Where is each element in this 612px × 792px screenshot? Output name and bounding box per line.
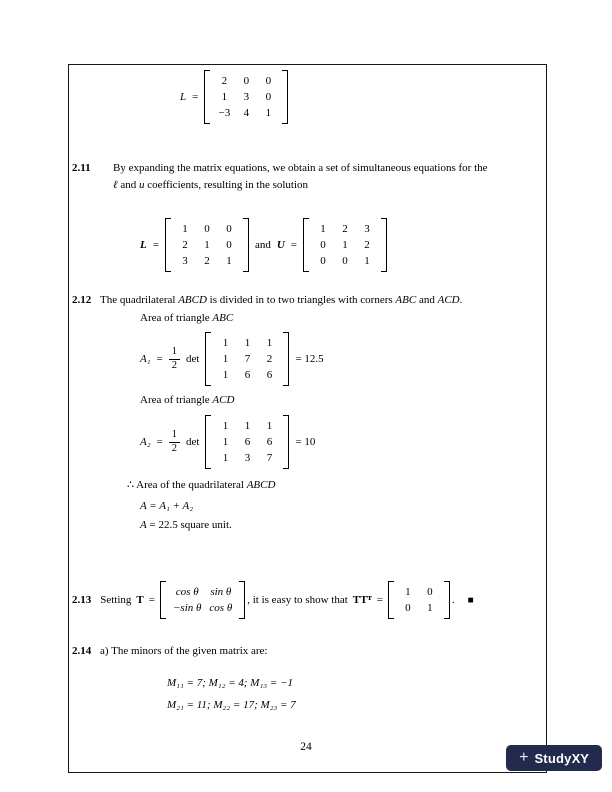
matrix-cell: 2 — [221, 74, 228, 87]
matrix-cell: −3 — [218, 107, 231, 120]
minors-line-2: M₂₁ = 11; M₂₂ = 17; M₂₃ = 7 — [167, 699, 296, 711]
right-bracket — [283, 415, 289, 470]
p211-text-line1: By expanding the matrix equations, we obtain a set of simultaneous equations for the — [113, 162, 488, 174]
matrix-cell: 6 — [244, 369, 251, 382]
equation-A1 — [140, 330, 324, 388]
matrix-top-L — [204, 70, 288, 125]
matrix-cell: cos θ — [175, 585, 199, 598]
right-bracket — [282, 70, 288, 125]
equals-sign: = — [156, 436, 163, 448]
variable-L: L — [140, 239, 147, 251]
period: . — [451, 594, 455, 606]
matrix-cell: 2 — [342, 222, 348, 235]
problem-number-2-14: 2.14 — [72, 645, 92, 657]
matrix-cell: 1 — [222, 369, 229, 382]
matrix-cell: 1 — [226, 255, 232, 268]
matrix-A2 — [205, 415, 289, 470]
p211-line2-rest: coefficients, resulting in the solution — [144, 179, 309, 191]
matrix-cell: sin θ — [210, 585, 232, 598]
minors-line-1: M₁₁ = 7; M₁₂ = 4; M₁₃ = −1 — [167, 677, 293, 689]
a2-result: = 10 — [295, 436, 316, 448]
matrix-cell: 7 — [266, 452, 273, 465]
equation-A2 — [140, 413, 315, 471]
variable-ACD: ACD — [212, 394, 235, 406]
matrix-cell: 0 — [427, 585, 433, 598]
matrix-cell: 6 — [244, 435, 251, 448]
area-acd-label: Area of triangle — [140, 394, 213, 406]
matrix-cell: 0 — [405, 602, 411, 614]
matrix-cell: 1 — [244, 336, 251, 349]
matrix-cell: 0 — [320, 238, 326, 251]
problem-number-2-11: 2.11 — [72, 162, 91, 174]
variable-ABC: ABC — [212, 312, 234, 324]
p211-and: and — [117, 179, 139, 191]
variable-ABCD: ABCD — [246, 479, 276, 491]
area-sum-line: A = A₁ + A₂ — [140, 500, 194, 512]
p212-seg7: . — [459, 294, 463, 306]
total-value: = 22.5 square unit. — [146, 519, 232, 531]
variable-L: L — [180, 91, 187, 103]
right-bracket — [239, 581, 245, 620]
right-bracket — [444, 581, 450, 620]
fraction-denominator: 2 — [169, 442, 180, 456]
conclusion-line — [127, 478, 275, 491]
matrix-grid — [166, 581, 239, 620]
p212-seg1: The quadrilateral — [100, 294, 179, 306]
matrix-cell: 1 — [222, 352, 229, 365]
page-number: 24 — [300, 741, 312, 753]
matrix-cell: cos θ — [209, 602, 233, 614]
det-operator: det — [186, 436, 200, 448]
matrix-cell: 2 — [266, 352, 273, 365]
and-text: and — [254, 239, 271, 251]
problem-number-2-12: 2.12 — [72, 294, 92, 306]
matrix-cell: 1 — [244, 419, 251, 432]
matrix-cell: 2 — [182, 238, 188, 251]
matrix-cell: 0 — [226, 238, 232, 251]
variable-ABC: ABC — [395, 294, 417, 306]
det-operator: det — [186, 353, 200, 365]
qed-square-icon: ■ — [467, 594, 474, 606]
matrix-cell: 1 — [320, 222, 326, 235]
variable-A2: A₂ — [140, 436, 151, 448]
matrix-cell: 1 — [221, 90, 228, 103]
problem-number-2-13: 2.13 — [72, 594, 92, 606]
variable-ell: ℓ — [113, 179, 118, 191]
right-bracket — [243, 218, 249, 273]
matrix-A1 — [205, 332, 289, 387]
conclusion-text: Area of the quadrilateral — [134, 479, 247, 491]
matrix-cell: 0 — [342, 255, 348, 268]
matrix-cell: 7 — [244, 352, 251, 365]
p214-intro: a) The minors of the given matrix are: — [100, 645, 268, 657]
setting-text: Setting — [100, 594, 132, 606]
variable-A1: A₁ — [140, 353, 151, 365]
studyxy-logo-badge — [506, 745, 602, 771]
equals-sign: = — [290, 239, 298, 251]
matrix-cell: 0 — [265, 74, 272, 87]
brand-name — [534, 751, 588, 766]
a1-result: = 12.5 — [295, 353, 324, 365]
brand-xy: XY — [571, 750, 589, 766]
matrix-grid — [394, 581, 444, 620]
area-abc-heading — [140, 312, 233, 324]
equals-sign: = — [148, 594, 155, 606]
equals-sign: = — [152, 239, 159, 251]
matrix-grid — [309, 218, 381, 273]
matrix-cell: 1 — [222, 452, 229, 465]
matrix-cell: 3 — [364, 222, 370, 235]
variable-u: u — [138, 179, 145, 191]
matrix-cell: 1 — [222, 336, 229, 349]
fraction-numerator: 1 — [171, 345, 178, 357]
matrix-cell: 6 — [266, 369, 273, 382]
matrix-cell: 1 — [342, 238, 348, 251]
variable-T: T — [136, 594, 144, 606]
matrix-cell: 1 — [265, 107, 272, 120]
matrix-grid — [171, 218, 243, 273]
variable-U: U — [276, 239, 285, 251]
variable-ACD: ACD — [437, 294, 460, 306]
matrix-cell: 6 — [266, 435, 273, 448]
therefore-symbol: ∴ — [127, 479, 134, 491]
equals-sign: = — [376, 594, 383, 606]
right-bracket — [283, 332, 289, 387]
p212-seg3: is divided in to two triangles with corners — [206, 294, 396, 306]
matrix-grid — [211, 415, 283, 470]
variable-TTt: TTᵀ — [352, 594, 372, 606]
matrix-cell: 0 — [320, 255, 326, 268]
matrix-cell: 0 — [226, 222, 232, 235]
matrix-cell: 0 — [204, 222, 210, 235]
matrix-cell: 2 — [204, 255, 210, 268]
matrix-cell: 1 — [266, 336, 273, 349]
matrix-cell: 1 — [222, 435, 229, 448]
matrix-U — [303, 218, 387, 273]
equals-sign: = — [156, 353, 163, 365]
equals-sign: = — [192, 91, 199, 103]
p211-text-line2 — [113, 179, 308, 191]
equation-top-L — [180, 66, 288, 128]
matrix-cell: 4 — [243, 107, 250, 120]
matrix-cell: 3 — [182, 255, 188, 268]
fraction-one-half — [169, 346, 180, 372]
matrix-cell: 1 — [405, 585, 411, 598]
matrix-cell: 1 — [364, 255, 370, 268]
p212-intro — [100, 294, 462, 306]
fraction-numerator: 1 — [171, 428, 178, 440]
matrix-cell: 1 — [266, 419, 273, 432]
matrix-cell: 1 — [427, 602, 433, 614]
area-acd-heading — [140, 394, 234, 406]
p213-mid-text: , it is easy to show that — [247, 594, 348, 606]
right-bracket — [381, 218, 387, 273]
matrix-cell: 1 — [222, 419, 229, 432]
area-total-line — [140, 519, 232, 531]
matrix-cell: 0 — [265, 90, 272, 103]
variable-A: A — [140, 519, 147, 531]
matrix-cell: 3 — [243, 90, 250, 103]
fraction-one-half — [169, 429, 180, 455]
problem-2-13-line — [72, 578, 474, 622]
matrix-grid — [210, 70, 282, 125]
equation-LU-solution — [140, 216, 387, 274]
matrix-cell: −sin θ — [172, 602, 202, 614]
matrix-L — [165, 218, 249, 273]
area-abc-label: Area of triangle — [140, 312, 213, 324]
matrix-cell: 2 — [364, 238, 370, 251]
matrix-cell: 1 — [204, 238, 210, 251]
brand-study: Study — [534, 750, 572, 766]
variable-ABCD: ABCD — [178, 294, 207, 306]
matrix-cell: 1 — [182, 222, 188, 235]
plus-icon: + — [519, 749, 529, 766]
matrix-identity — [388, 581, 450, 620]
matrix-grid — [211, 332, 283, 387]
matrix-cell: 3 — [244, 452, 251, 465]
matrix-T — [160, 581, 245, 620]
fraction-denominator: 2 — [169, 359, 180, 373]
matrix-cell: 0 — [243, 74, 250, 87]
p212-seg5: and — [416, 294, 438, 306]
